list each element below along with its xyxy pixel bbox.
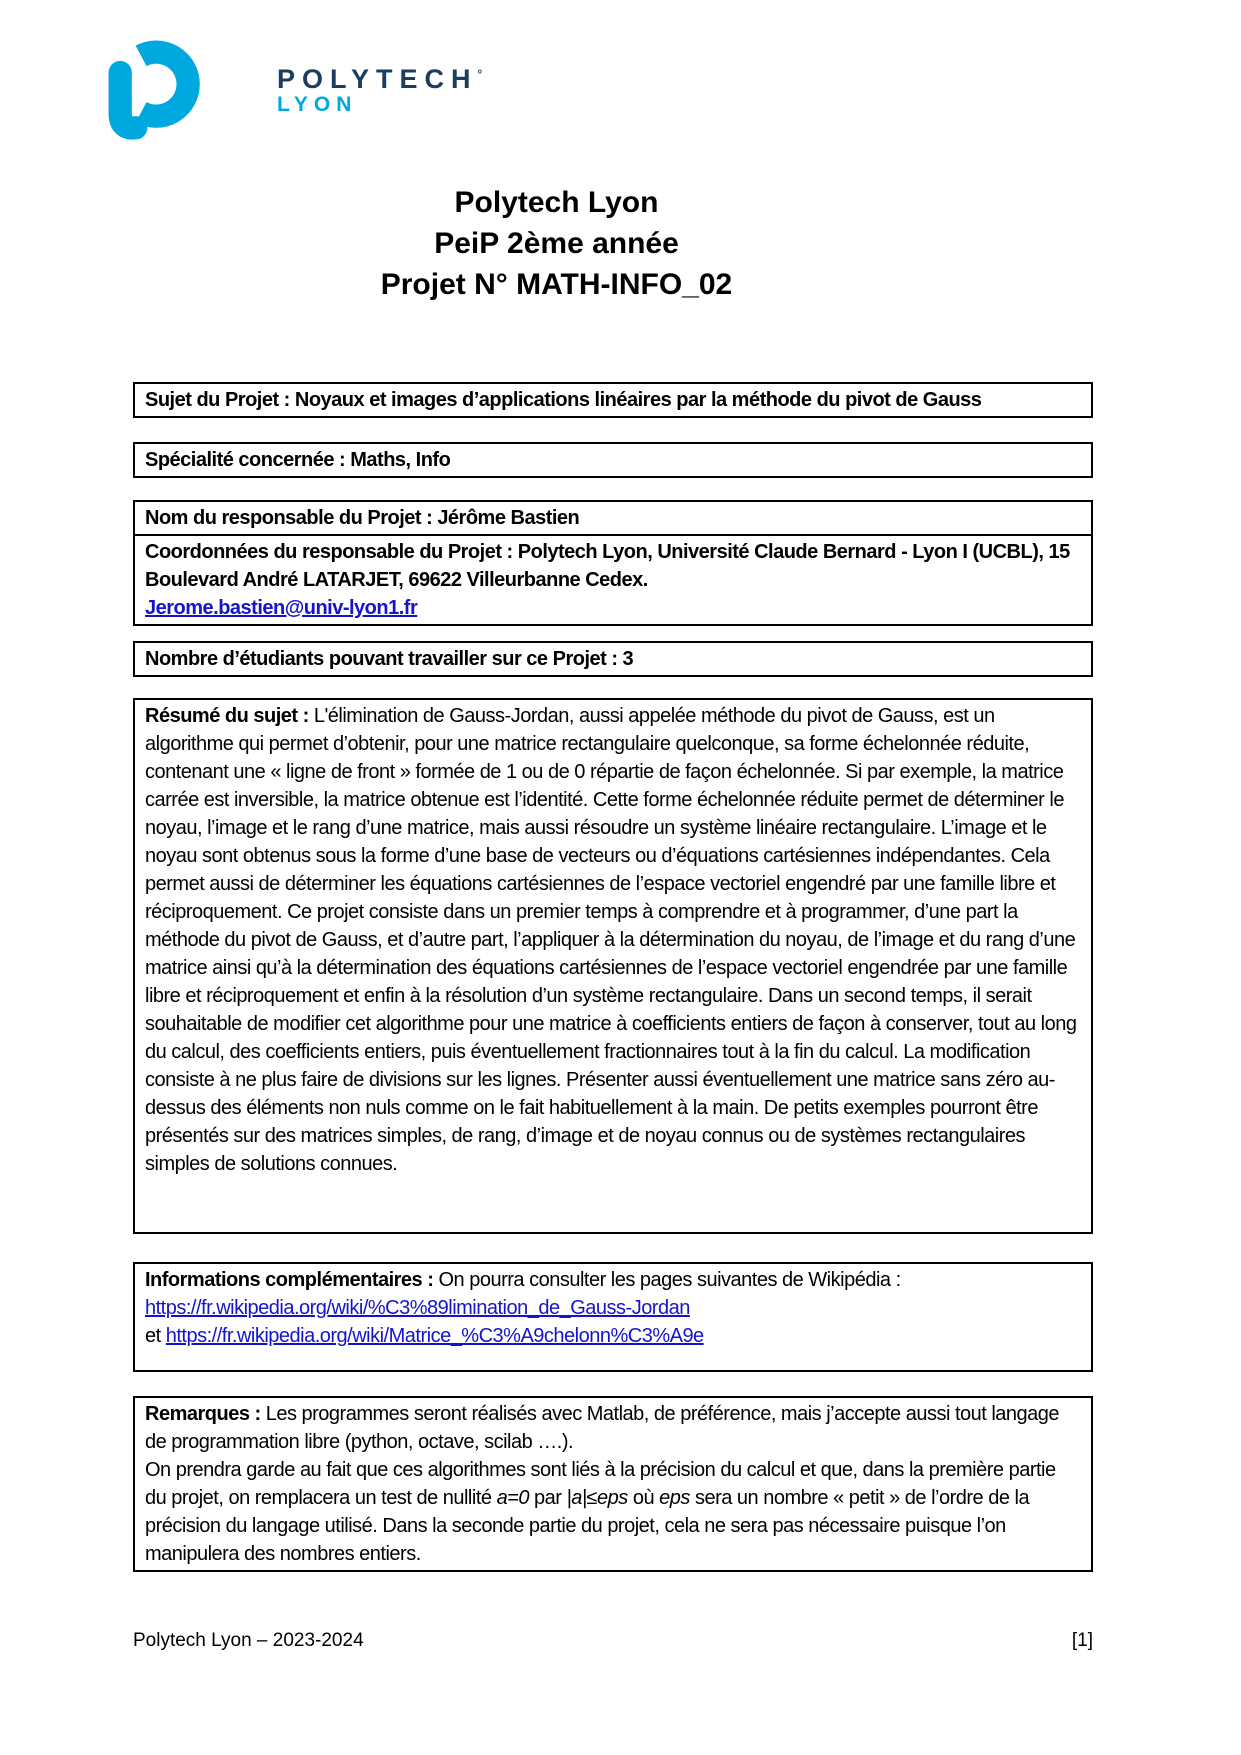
informations-label: Informations complémentaires :	[145, 1269, 434, 1291]
remarques-paragraph-1	[145, 1400, 1081, 1456]
document-title	[133, 182, 980, 305]
informations-second-link-line	[145, 1322, 1081, 1350]
sujet-text: Sujet du Projet : Noyaux et images d’applications linéaires par la méthode du pivot de Gauss	[145, 389, 982, 411]
polytech-logo-text	[277, 60, 482, 117]
resume-text: L'élimination de Gauss-Jordan, aussi appelée méthode du pivot de Gauss, est un algorithme qui permet d’obtenir, pour une matrice rectangulaire quelconque, sa forme échelonnée réduite, contenant une « ligne de front » formée de 1 ou de 0 répartie de façon échelonnée. Si par exemple, la matrice carrée est inversible, la matrice obtenue est l’identité. Cette forme échelonnée réduite permet de déterminer le noyau, l’image et le rang d’une matrice, mais aussi résoudre un système linéaire rectangulaire. L’image et le noyau sont obtenus sous la forme d’une base de vecteurs ou d’équations cartésiennes indépendantes. Cela permet aussi de déterminer les équations cartésiennes de l’espace vectoriel engendré par une famille libre et réciproquement. Ce projet consiste dans un premier temps à comprendre et à programmer, d’une part la méthode du pivot de Gauss, et d’autre part, l’appliquer à la détermination du noyau, de l’image et du rang d’une matrice ainsi qu’à la détermination des équations cartésiennes de l’espace vectoriel engendrée par une famille libre et réciproquement et enfin à la résolution d’un système rectangulaire. Dans un second temps, il serait souhaitable de modifier cet algorithme pour une matrice à coefficients entiers de façon à conserver, tout au long du calcul, des coefficients entiers, puis éventuellement fractionnaires tout à la fin du calcul. La modification consiste à ne plus faire de divisions sur les lignes. Présenter aussi éventuellement une matrice sans zéro au-dessus des éléments non nuls comme on le fait habituellement à la main. De petits exemples pourront être présentés sur des matrices simples, de rang, d’image et de noyau connus ou de systèmes rectangulaires simples de solutions connues.	[145, 705, 1077, 1175]
responsable-coordonnees-text: Coordonnées du responsable du Projet : Polytech Lyon, Université Claude Bernard - Lyon I (UCBL), 15 Boulevard André LATARJET, 69622 Villeurbanne Cedex.	[145, 541, 1070, 591]
etudiants-text: Nombre d’étudiants pouvant travailler sur ce Projet : 3	[145, 648, 634, 670]
polytech-brand-word: POLYTECH	[277, 64, 478, 94]
informations-box	[133, 1262, 1093, 1372]
remarques-p1-text: Les programmes seront réalisés avec Matlab, de préférence, mais j’accepte aussi tout langage de programmation libre (python, octave, scilab ….).	[145, 1403, 1060, 1453]
remarques-paragraph-2: On prendra garde au fait que ces algorithmes sont liés à la précision du calcul et que, dans la première partie du projet, on remplacera un test de nullité a=0 par |a|≤eps où eps sera un nombre « petit » de l’ordre de la précision du langage utilisé. Dans la seconde partie du projet, cela ne sera pas nécessaire puisque l’on manipulera des nombres entiers.	[145, 1459, 1056, 1565]
footer-left-text: Polytech Lyon – 2023-2024	[133, 1630, 364, 1651]
informations-intro-line	[145, 1266, 1081, 1294]
page-footer	[133, 1630, 1093, 1652]
title-line-1: Polytech Lyon	[454, 186, 659, 219]
informations-conjunction: et	[145, 1325, 166, 1347]
polytech-logo-icon	[95, 36, 255, 141]
responsable-nom-text: Nom du responsable du Projet : Jérôme Bastien	[145, 507, 580, 529]
polytech-logo-city: LYON	[277, 93, 358, 116]
polytech-logo-brand	[277, 60, 482, 93]
specialite-box	[133, 442, 1093, 478]
wikipedia-link-gauss-jordan[interactable]: https://fr.wikipedia.org/wiki/%C3%89limination_de_Gauss-Jordan	[145, 1297, 690, 1319]
responsable-coordonnees-row	[135, 536, 1091, 624]
page-number: [1]	[1071, 1630, 1093, 1651]
title-line-3: Projet N° MATH-INFO_02	[380, 268, 733, 301]
sujet-box	[133, 382, 1093, 418]
wikipedia-link-matrice-echelonnee[interactable]: https://fr.wikipedia.org/wiki/Matrice_%C3%A9chelonn%C3%A9e	[165, 1325, 704, 1347]
remarques-box	[133, 1396, 1093, 1572]
responsable-nom-row	[135, 502, 1091, 536]
responsable-box	[133, 500, 1093, 626]
resume-box	[133, 698, 1093, 1234]
remarques-label: Remarques :	[145, 1403, 261, 1425]
resume-label: Résumé du sujet :	[145, 705, 309, 727]
specialite-text: Spécialité concernée : Maths, Info	[145, 449, 451, 471]
etudiants-box	[133, 641, 1093, 677]
registered-mark: °	[477, 67, 483, 81]
title-line-2: PeiP 2ème année	[434, 227, 679, 260]
informations-intro-text: On pourra consulter les pages suivantes de Wikipédia :	[438, 1269, 901, 1291]
responsable-email-link[interactable]: Jerome.bastien@univ-lyon1.fr	[145, 597, 418, 619]
polytech-logo	[95, 36, 482, 141]
